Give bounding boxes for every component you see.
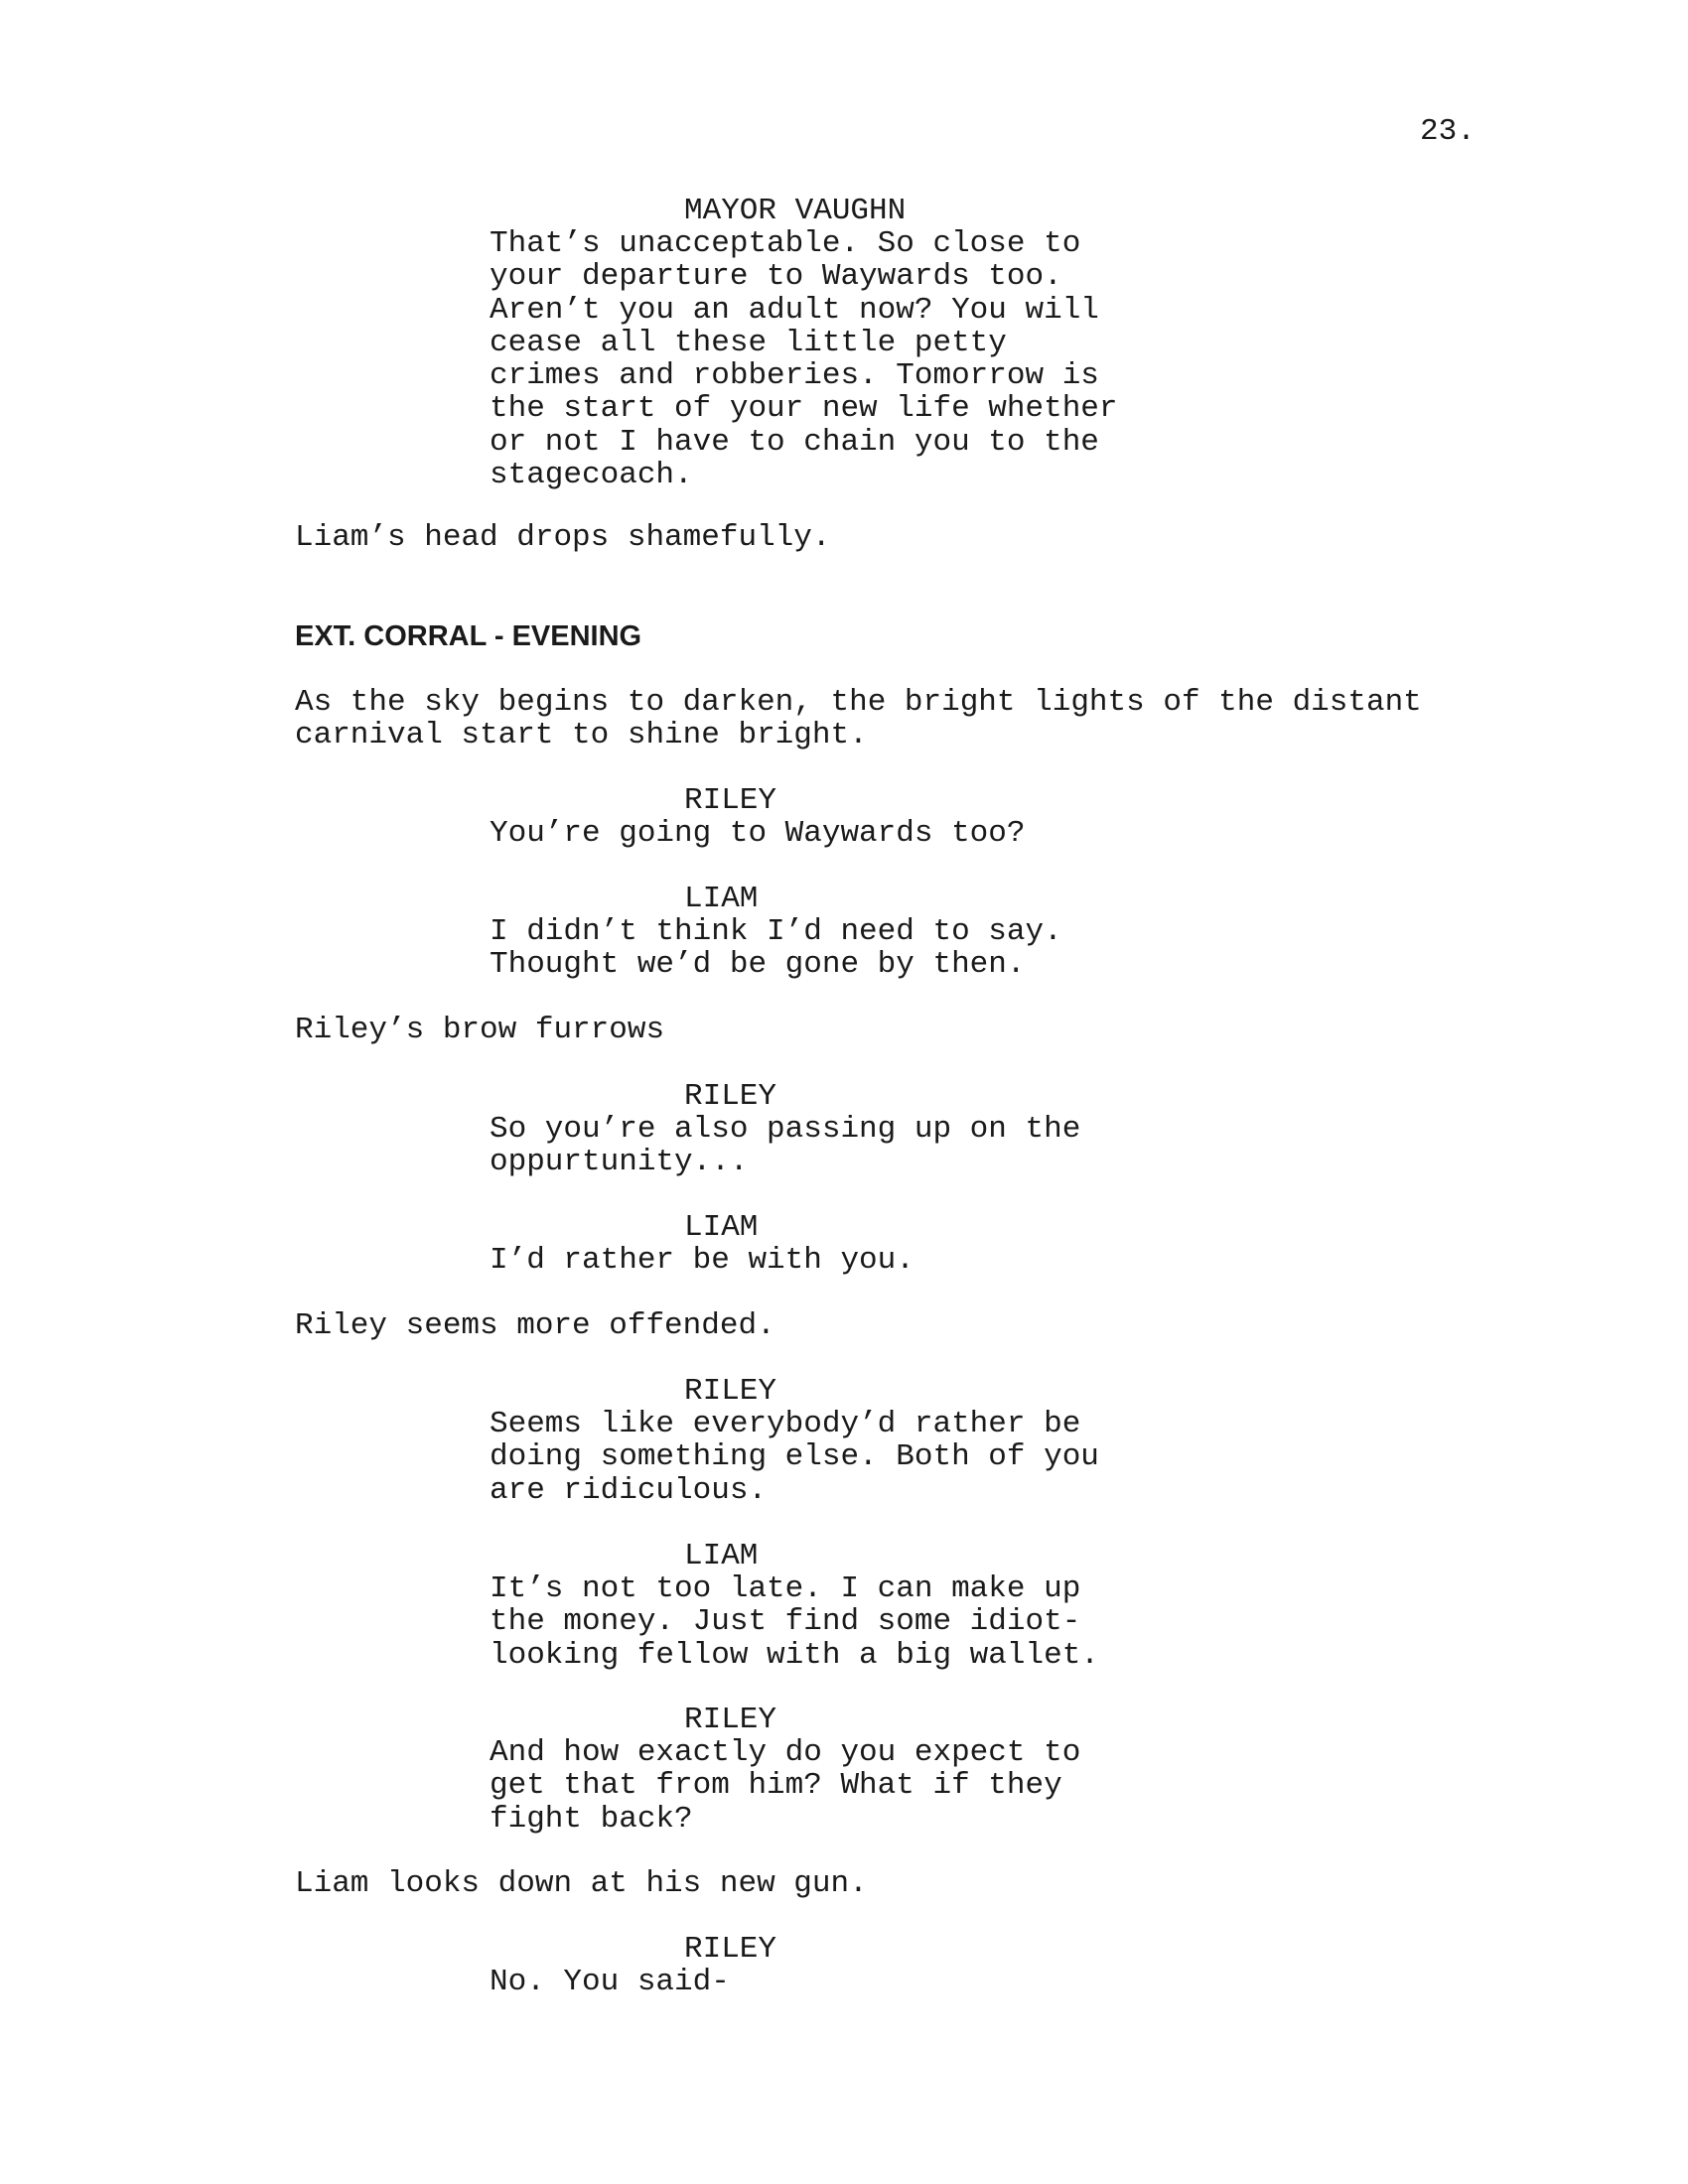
dialogue: No. You said- bbox=[490, 1965, 730, 1999]
dialogue: It’s not too late. I can make up the money. Just find some idiot- looking fellow with a big wallet. bbox=[490, 1571, 1099, 1673]
character-name: RILEY bbox=[684, 1932, 777, 1967]
page-number: 23. bbox=[1420, 114, 1476, 149]
character-name: LIAM bbox=[684, 1539, 759, 1573]
character-name: RILEY bbox=[684, 783, 777, 818]
dialogue: I’d rather be with you. bbox=[490, 1243, 914, 1278]
character-name: RILEY bbox=[684, 1374, 777, 1409]
character-name: LIAM bbox=[684, 882, 759, 916]
dialogue: Seems like everybody’d rather be doing something else. Both of you are ridiculous. bbox=[490, 1407, 1099, 1508]
action-line: As the sky begins to darken, the bright lights of the distant carnival start to shine bright. bbox=[295, 685, 1422, 753]
dialogue: So you’re also passing up on the oppurtunity... bbox=[490, 1112, 1081, 1180]
dialogue: I didn’t think I’d need to say. Thought we’d be gone by then. bbox=[490, 914, 1062, 983]
dialogue: That’s unacceptable. So close to your departure to Waywards too. Aren’t you an adult now? You will cease all these little petty crimes and robberies. Tomorrow is the start of your new life whether or not I have to chain you to the stagecoach. bbox=[490, 226, 1118, 492]
action-line: Riley seems more offended. bbox=[295, 1308, 775, 1343]
scene-heading: EXT. CORRAL - EVENING bbox=[295, 620, 642, 652]
action-line: Riley’s brow furrows bbox=[295, 1013, 665, 1047]
character-name: RILEY bbox=[684, 1703, 777, 1737]
action-line: Liam looks down at his new gun. bbox=[295, 1866, 868, 1901]
character-name: LIAM bbox=[684, 1210, 759, 1245]
character-name: MAYOR VAUGHN bbox=[684, 194, 907, 228]
action-line: Liam’s head drops shamefully. bbox=[295, 520, 831, 555]
dialogue: You’re going to Waywards too? bbox=[490, 816, 1026, 851]
dialogue: And how exactly do you expect to get that from him? What if they fight back? bbox=[490, 1735, 1081, 1837]
character-name: RILEY bbox=[684, 1079, 777, 1114]
